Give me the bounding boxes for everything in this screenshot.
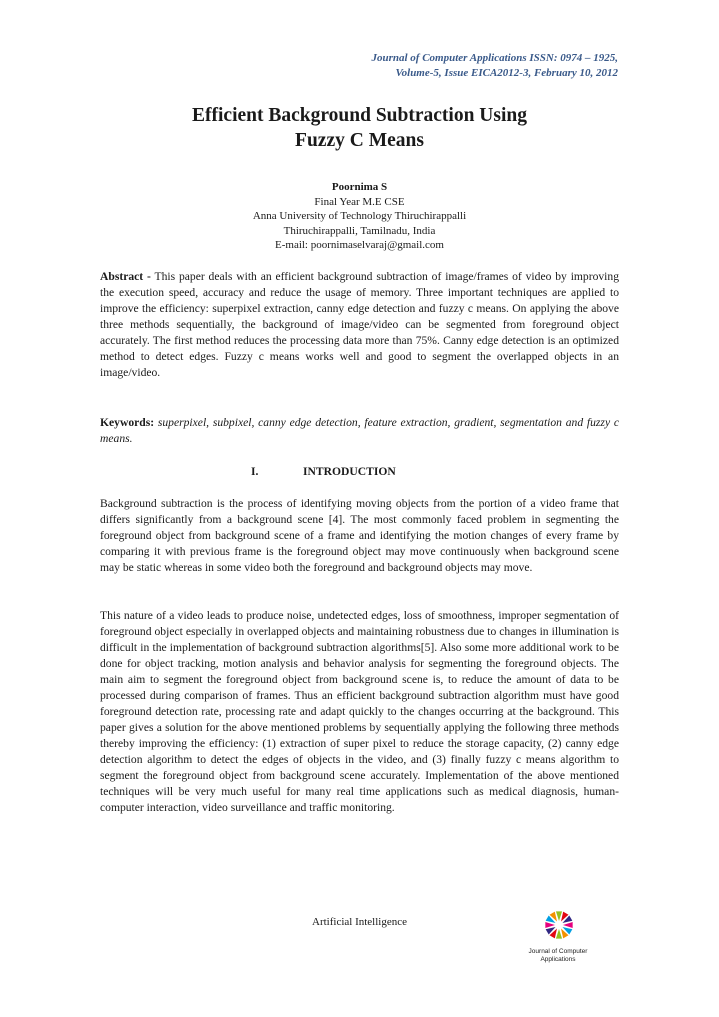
keywords-label: Keywords: — [100, 416, 155, 429]
logo-petal — [563, 922, 573, 928]
abstract-text: This paper deals with an efficient background subtraction of image/frames of video by improving the execution speed, accuracy and reduce the usage of memory. Three important techniques are applied to improve the efficiency: superpixel extraction, canny edge detection and fuzzy c means. On applying the above three methods sequentially, the background of image/video can be segmented from foreground object accurately. The first method reduces the processing data more than 75%. Canny edge detection is an optimized method to detect edges. Fuzzy c means works well and good to segment the overlapped objects in an image/video. — [100, 270, 619, 379]
abstract-label: Abstract - — [100, 270, 151, 283]
journal-logo-line2: Applications — [540, 956, 576, 963]
keywords — [100, 415, 619, 447]
paper-title — [100, 103, 619, 153]
section-title: INTRODUCTION — [303, 465, 396, 478]
keywords-text: superpixel, subpixel, canny edge detection, feature extraction, gradient, segmentation and fuzzy c means. — [100, 416, 619, 445]
journal-header-line2: Volume-5, Issue EICA2012-3, February 10, 2012 — [395, 67, 618, 79]
paper-title-line2: Fuzzy C Means — [295, 130, 424, 151]
journal-logo — [522, 908, 594, 968]
author-email: E-mail: poornimaselvaraj@gmail.com — [275, 239, 444, 251]
logo-petal — [556, 911, 562, 921]
journal-header — [218, 51, 618, 81]
author-block — [100, 180, 619, 253]
author-role: Final Year M.E CSE — [314, 195, 405, 208]
logo-petal — [545, 922, 555, 928]
intro-paragraph-2: This nature of a video leads to produce noise, undetected edges, loss of smoothness, improper segmentation of foreground object especially in overlapped objects and maintaining robustness due to changes in illumination is difficult in the implementation of background subtraction algorithms[5]. Also some more additional work to be done for object tracking, motion analysis and behavior analysis for segmenting the foreground objects. The main aim to segment the foreground object from background scene is, to reduce the amount of data to be processed during comparison of frames. Thus an efficient background subtraction algorithm must have good foreground detection rate, processing rate and adapt quickly to the changes occurring at the background. This paper gives a solution for the above mentioned problems by sequentially applying the following three methods thereby improving the efficiency: (1) extraction of super pixel to reduce the storage capacity, (2) canny edge detection algorithm to detect the edges of objects in the video, and (3) finally fuzzy c means algorithm to segment the foreground object from background scene accurately. Implementation of the above mentioned techniques will be very much useful for many real time applications such as medical diagnosis, human-computer interaction, video surveillance and traffic monitoring. — [100, 609, 619, 814]
journal-header-line1: Journal of Computer Applications ISSN: 0974 – 1925, — [371, 52, 618, 64]
logo-petal — [556, 929, 562, 939]
journal-logo-text — [522, 948, 594, 964]
journal-logo-line1: Journal of Computer — [528, 948, 588, 955]
author-university: Anna University of Technology Thiruchirappalli — [252, 210, 467, 222]
author-name: Poornima S — [331, 181, 388, 193]
paper-title-line1: Efficient Background Subtraction Using — [192, 105, 527, 126]
intro-paragraph-1: Background subtraction is the process of identifying moving objects from the portion of a video frame that differs significantly from a background scene [4]. The most commonly faced problem in segmenting the foreground object from background scene of a frame and identifying the motion changes of every frame by comparing it with previous frame is the foreground object may move continuously when background scene may be static whereas in some video both the foreground and background objects may move. — [100, 497, 619, 574]
journal-logo-icon — [544, 908, 574, 942]
author-location: Thiruchirappalli, Tamilnadu, India — [283, 224, 436, 237]
page-footer: Artificial Intelligence — [312, 916, 407, 928]
section-number: I. — [251, 465, 259, 478]
abstract — [100, 269, 619, 381]
